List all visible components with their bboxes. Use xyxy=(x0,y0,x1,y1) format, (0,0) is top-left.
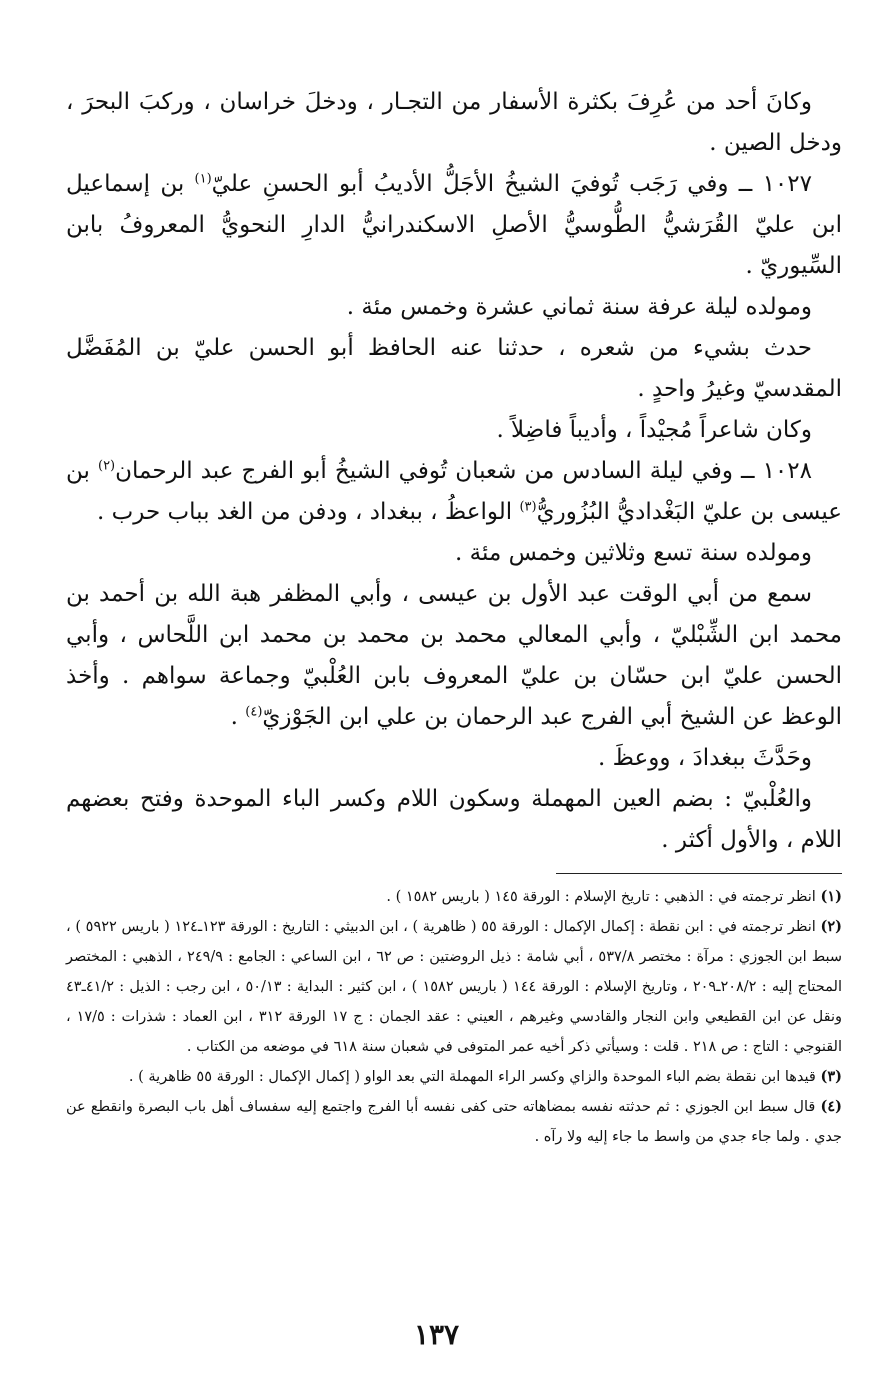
footnote-1 xyxy=(66,882,842,912)
footnote-number: (٤) xyxy=(820,1098,842,1115)
footnote-3 xyxy=(66,1062,842,1092)
entry-1028-text-a: ١٠٢٨ ــ وفي ليلة السادس من شعبان تُوفي الشيخُ أبو الفرج عبد الرحمان xyxy=(115,458,812,484)
paragraph-teachers xyxy=(66,574,842,738)
footnote-text: قيدها ابن نقطة بضم الباء الموحدة والزاي وكسر الراء المهملة التي بعد الواو ( إكمال الإكمال : الورقة ٥٥ ظاهرية ) . xyxy=(128,1069,821,1085)
paragraph-preached: وحَدَّثَ ببغدادَ ، ووعظَ . xyxy=(598,745,812,771)
page-number: ١٣٧ xyxy=(413,1318,460,1351)
footnote-number: (١) xyxy=(820,888,842,905)
paragraph-teachers-end: . xyxy=(230,704,246,730)
footnote-ref-1: (١) xyxy=(194,171,212,187)
footnote-text: انظر ترجمته في : الذهبي : تاريخ الإسلام : الورقة ١٤٥ ( باريس ١٥٨٢ ) . xyxy=(386,889,821,905)
footnote-text: انظر ترجمته في : ابن نقطة : إكمال الإكمال : الورقة ٥٥ ( ظاهرية ) ، ابن الدبيثي : التاريخ : الورقة ١٢٣ـ١٢٤ ( باريس ٥٩٢٢ ) ، سبط ابن الجوزي : مرآة : مختصر ٥٣٧/٨ ، أبي شامة : ذيل الروضتين : ص ٦٢ ، ابن الساعي : الجامع : ٢٤٩/٩ ، الذهبي : المختصر المحتاج إليه : ٢٠٨/٢ـ٢٠٩ ، وتاريخ الإسلام : الورقة ١٤٤ ( باريس ١٥٨٢ ) ، ابن كثير : البداية : ٥٠/١٣ ، ابن رجب : الذيل : ٤١/٢ـ٤٣ ونقل عن ابن القطيعي وابن النجار والقادسي وغيرهم ، العيني : عقد الجمان : ج ١٧ الورقة ٣١٢ ، ابن العماد : شذرات : ١٧/٥ ، القنوجي : التاج : ص ٢١٨ . قلت : وسيأتي ذكر أخيه عمر المتوفى في شعبان سنة ٦١٨ في موضعه من الكتاب . xyxy=(66,919,843,1055)
paragraph-poet: وكان شاعراً مُجيْداً ، وأديباً فاضِلاً . xyxy=(496,417,812,443)
footnote-divider xyxy=(556,873,842,874)
entry-1028-text-c: الواعظُ ، ببغداد ، ودفن من الغد بباب حرب . xyxy=(97,499,520,525)
paragraph-1: وكانَ أحد من عُرِفَ بكثرة الأسفار من التجـار ، ودخلَ خراسان ، وركبَ البحرَ ، ودخل الصين . xyxy=(66,89,842,156)
footnote-ref-4: (٤) xyxy=(245,704,263,720)
footnote-ref-3: (٣) xyxy=(519,499,537,515)
footnote-number: (٣) xyxy=(820,1068,842,1085)
entry-1028 xyxy=(66,451,842,533)
entry-1027-text-b: بن إسماعيل ابن عليّ القُرَشيُّ الطُّوسيُّ الأصلِ الاسكندرانيُّ الدارِ النحويُّ المعروفُ بابن السِّيوريّ . xyxy=(66,171,842,279)
paragraph-birth-2: ومولده سنة تسع وثلاثين وخمس مئة . xyxy=(455,540,812,566)
footnote-2 xyxy=(66,912,842,1062)
footnotes xyxy=(66,882,842,1152)
paragraph-narration: حدث بشيء من شعره ، حدثنا عنه الحافظ أبو الحسن عليّ بن المُفَضَّل المقدسيّ وغيرُ واحدٍ . xyxy=(66,335,842,402)
footnote-text: قال سبط ابن الجوزي : ثم حدثته نفسه بمضاهاته حتى كفى نفسه أبا الفرج واجتمع إليه سفساف أهل باب البصرة وانقطع عن جدي . ولما جاء جدي من واسط ما جاء إليه ولا رآه . xyxy=(66,1099,842,1145)
book-page xyxy=(66,82,842,1372)
paragraph-birth-1: ومولده ليلة عرفة سنة ثماني عشرة وخمس مئة . xyxy=(346,294,812,320)
main-text xyxy=(66,82,842,861)
paragraph-teachers-text: سمع من أبي الوقت عبد الأول بن عيسى ، وأبي المظفر هبة الله بن أحمد بن محمد ابن الشِّبْليّ ، وأبي المعالي محمد بن محمد بن محمد ابن اللَّحاس ، وأبي الحسن عليّ ابن حسّان بن عليّ المعروف بابن العُلْبيّ وجماعة سواهم . وأخذ الوعظ عن الشيخ أبي الفرج عبد الرحمان بن علي ابن الجَوْزيّ xyxy=(66,581,842,730)
paragraph-pronunciation: والعُلْبيّ : بضم العين المهملة وسكون اللام وكسر الباء الموحدة وفتح بعضهم اللام ، والأول أكثر . xyxy=(66,786,842,853)
entry-1028-text-b: بن عيسى بن عليّ البَغْداديُّ البُزُوريُّ xyxy=(66,458,842,525)
entry-1027 xyxy=(66,164,842,287)
footnote-ref-2: (٢) xyxy=(97,458,116,474)
footnote-number: (٢) xyxy=(820,918,842,935)
footnote-4 xyxy=(66,1092,842,1152)
entry-1027-text-a: ١٠٢٧ ــ وفي رَجَب تُوفيَ الشيخُ الأجَلُّ الأديبُ أبو الحسنِ عليّ xyxy=(211,171,812,197)
